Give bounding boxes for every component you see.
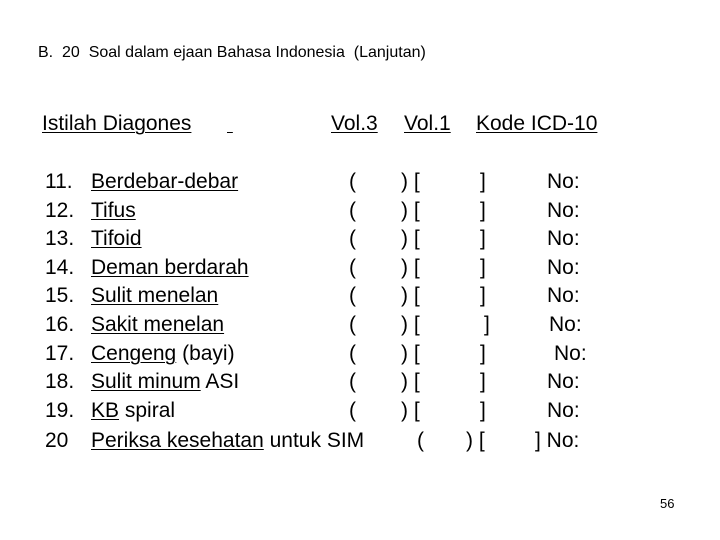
row-kode: ] (480, 227, 486, 251)
row-vol1: ) [ (466, 429, 485, 452)
row-kode: ] (480, 370, 486, 394)
row-term-wrapper (91, 257, 249, 278)
row-term-wrapper (91, 371, 239, 392)
row-number: 18. (45, 370, 75, 394)
row-vol3: ( (349, 398, 356, 422)
row-term-wrapper (91, 400, 175, 421)
row-kode-no: ] No: (535, 429, 580, 452)
row-no: No: (547, 227, 580, 251)
row-no: No: (547, 284, 580, 308)
row-kode: ] (480, 398, 486, 422)
row-kode: ] (480, 341, 486, 365)
row-vol3: ( (349, 370, 356, 394)
row-vol3: ( (349, 255, 356, 279)
row-kode: ] (480, 255, 486, 279)
row-number: 16. (45, 313, 75, 336)
row-term-suffix: untuk SIM (263, 429, 365, 452)
row-term-wrapper (91, 285, 218, 306)
header-kode: Kode ICD-10 (476, 112, 598, 135)
row-number: 15. (45, 284, 75, 308)
row-term: Cengeng (91, 341, 177, 365)
row-kode: ] (480, 170, 486, 193)
row-vol3: ( (349, 198, 356, 222)
row-term: Deman berdarah (91, 255, 249, 279)
row-term-suffix: ASI (200, 370, 240, 394)
row-no: No: (547, 198, 580, 222)
page-number: 56 (660, 496, 675, 511)
row-no: No: (549, 313, 582, 336)
row-term: Tifoid (91, 227, 142, 251)
header-vol3: Vol.3 (331, 112, 378, 135)
row-vol1: ) [ (401, 398, 420, 422)
row-term-wrapper (91, 430, 364, 451)
row-kode: ] (480, 198, 486, 222)
row-number: 11. (45, 170, 73, 193)
row-term: Sulit minum (91, 370, 201, 394)
row-vol1: ) [ (401, 370, 420, 394)
row-vol3: ( (349, 341, 356, 365)
row-term-wrapper (91, 171, 238, 192)
row-number: 13. (45, 227, 75, 251)
row-term-wrapper (91, 314, 224, 335)
row-term-wrapper (91, 228, 142, 249)
row-number: 14. (45, 255, 75, 279)
row-no: No: (547, 398, 580, 422)
row-term: Berdebar-debar (91, 170, 239, 193)
row-vol1: ) [ (401, 284, 420, 308)
row-vol1: ) [ (401, 313, 420, 336)
header-vol1: Vol.1 (404, 112, 451, 135)
row-vol3: ( (349, 170, 356, 193)
row-vol1: ) [ (401, 198, 420, 222)
row-vol3: ( (349, 227, 356, 251)
row-vol1: ) [ (401, 341, 420, 365)
row-vol3: ( (349, 313, 356, 336)
row-vol3: ( (417, 429, 424, 452)
row-term: KB (91, 398, 120, 422)
row-no: No: (547, 370, 580, 394)
row-no: No: (547, 255, 580, 279)
row-number: 20 (45, 429, 69, 452)
slide-subtitle: B. 20 Soal dalam ejaan Bahasa Indonesia (Lanjutan) (38, 44, 426, 61)
row-vol1: ) [ (401, 255, 420, 279)
row-number: 12. (45, 198, 75, 222)
row-no: No: (547, 170, 580, 193)
row-number: 17. (45, 341, 75, 365)
row-term-suffix: spiral (119, 398, 176, 422)
row-term-suffix: (bayi) (176, 341, 235, 365)
row-vol3: ( (349, 284, 356, 308)
row-kode: ] (484, 313, 490, 336)
row-term: Sulit menelan (91, 284, 219, 308)
row-number: 19. (45, 398, 75, 422)
row-kode: ] (480, 284, 486, 308)
row-term: Periksa kesehatan (91, 429, 264, 452)
row-term-wrapper (91, 343, 235, 364)
header-underline-gap (227, 113, 331, 134)
row-vol1: ) [ (401, 170, 420, 193)
row-no: No: (554, 341, 587, 365)
row-vol1: ) [ (401, 227, 420, 251)
row-term: Sakit menelan (91, 313, 225, 336)
row-term: Tifus (91, 198, 136, 222)
row-term-wrapper (91, 200, 136, 221)
header-term: Istilah Diagones (42, 112, 192, 135)
